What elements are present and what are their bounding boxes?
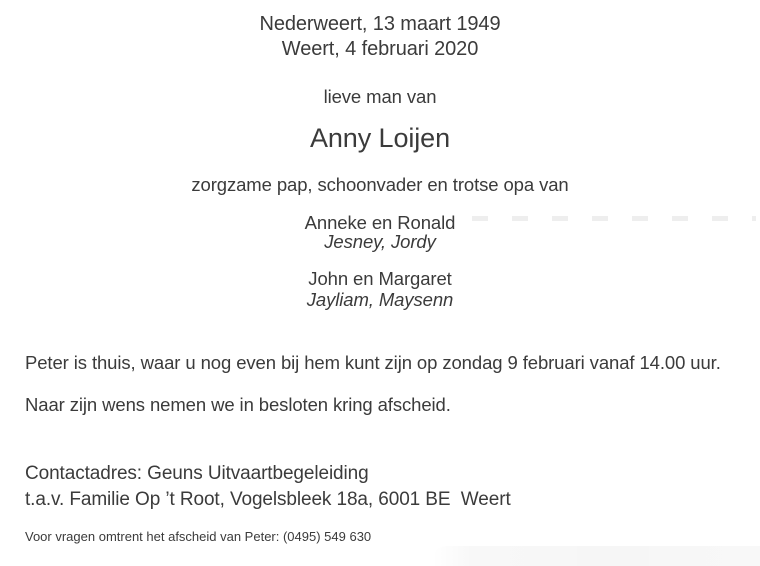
- footer-phone-note: Voor vragen omtrent het afscheid van Peter: (0495) 549 630: [25, 529, 372, 544]
- farewell-info: Naar zijn wens nemen we in besloten kring afscheid.: [25, 394, 451, 415]
- family-1-grandchildren: Jesney, Jordy: [324, 231, 436, 252]
- family-intro: zorgzame pap, schoonvader en trotse opa van: [191, 174, 569, 195]
- spouse-name: Anny Loijen: [309, 123, 450, 153]
- redaction-dashes-artifact: [472, 216, 756, 221]
- relation-intro: lieve man van: [323, 86, 437, 107]
- family-1-parents: Anneke en Ronald: [304, 212, 456, 233]
- birth-place-date: Nederweert, 13 maart 1949: [259, 13, 501, 35]
- death-place-date: Weert, 4 februari 2020: [281, 38, 479, 60]
- corner-smudge-artifact: [432, 546, 760, 566]
- family-2-grandchildren: Jayliam, Maysenn: [306, 289, 454, 310]
- contact-address-line-1: Contactadres: Geuns Uitvaartbegeleiding: [25, 463, 369, 484]
- visiting-info: Peter is thuis, waar u nog even bij hem kunt zijn op zondag 9 februari vanaf 14.00 uur.: [25, 352, 721, 373]
- family-2-parents: John en Margaret: [308, 268, 452, 289]
- contact-address-line-2: t.a.v. Familie Op ’t Root, Vogelsbleek 18a, 6001 BE Weert: [25, 489, 511, 510]
